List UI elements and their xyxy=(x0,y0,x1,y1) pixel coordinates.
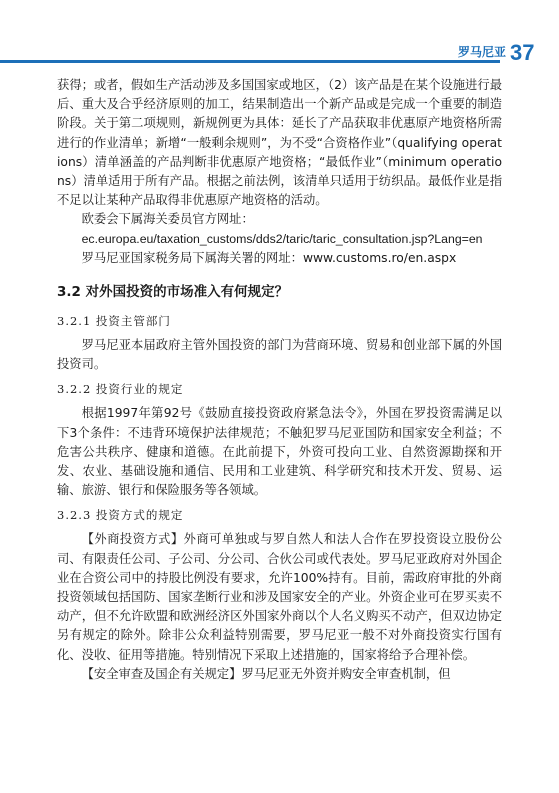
paragraph-security-review: 【安全审查及国企有关规定】罗马尼亚无外资并购安全审查机制，但 xyxy=(81,666,451,681)
body-content xyxy=(57,76,502,684)
paragraph-investment-authority: 罗马尼亚本届政府主管外国投资的部门为营商环境、贸易和创业部下属的外国投资司。 xyxy=(57,338,502,372)
section-heading-3-2-2: 3.2.2 投资行业的规定 xyxy=(57,382,184,397)
page-number: 37 xyxy=(510,40,535,65)
paragraph-romania-customs-url: 罗马尼亚国家税务局下属海关署的网址：www.customs.ro/en.aspx xyxy=(81,250,457,265)
section-heading-3-2: 3.2 对外国投资的市场准入有何规定？ xyxy=(57,284,289,301)
section-heading-3-2-3: 3.2.3 投资方式的规定 xyxy=(57,508,184,523)
paragraph-investment-sectors: 根据1997年第92号《鼓励直接投资政府紧急法令》，外国在罗投资需满足以下3个条件：不违背环境保护法律规范；不触犯罗马尼亚国防和国家安全利益；不危害公共秩序、健康和道德。在此前提下，外资可投向工业、自然资源勘探和开发、农业、基础设施和通信、民用和工业建筑、科学研究和技术开发、贸易、运输、旅游、银行和保险服务等各领域。 xyxy=(57,406,502,498)
paragraph-eu-customs-label: 欧委会下属海关委员官方网址： xyxy=(81,212,254,227)
header-rule xyxy=(0,60,500,63)
paragraph-investment-methods: 【外商投资方式】外商可单独或与罗自然人和法人合作在罗投资设立股份公司、有限责任公司、子公司、分公司、合伙公司或代表处。罗马尼亚政府对外国企业在合资公司中的持股比例没有要求，允许100%持有。目前，需政府审批的外商投资领域包括国防、国家垄断行业和涉及国家安全的产业。外资企业可在罗买卖不动产，但不允许欧盟和欧洲经济区外国家外商以个人名义购买不动产，但双边协定另有规定的除外。除非公众利益特别需要，罗马尼亚一般不对外商投资实行国有化、没收、征用等措施。特别情况下采取上述措施的，国家将给予合理补偿。 xyxy=(57,532,502,662)
running-header-country: 罗马尼亚 xyxy=(457,45,506,59)
paragraph-origin-rules: 获得；或者，假如生产活动涉及多国国家或地区，（2）该产品是在某个设施进行最后、重大及合乎经济原则的加工，结果制造出一个新产品或是完成一个重要的制造阶段。关于第二项规则，新规例更为具体：延长了产品获取非优惠原产地资格所需进行的作业清单；新增“一般剩余规则”，为不受“合资格作业”（qualifying operations）清单涵盖的产品判断非优惠原产地资格；“最低作业”（minimum operations）清单适用于所有产品。根据之前法例，该清单只适用于纺织品。最低作业是指不足以让某种产品取得非优惠原产地资格的活动。 xyxy=(57,78,502,208)
eu-customs-url[interactable]: ec.europa.eu/taxation_customs/dds2/taric/taric_consultation.jsp?Lang=en xyxy=(81,231,483,246)
section-heading-3-2-1: 3.2.1 投资主管部门 xyxy=(57,314,171,329)
